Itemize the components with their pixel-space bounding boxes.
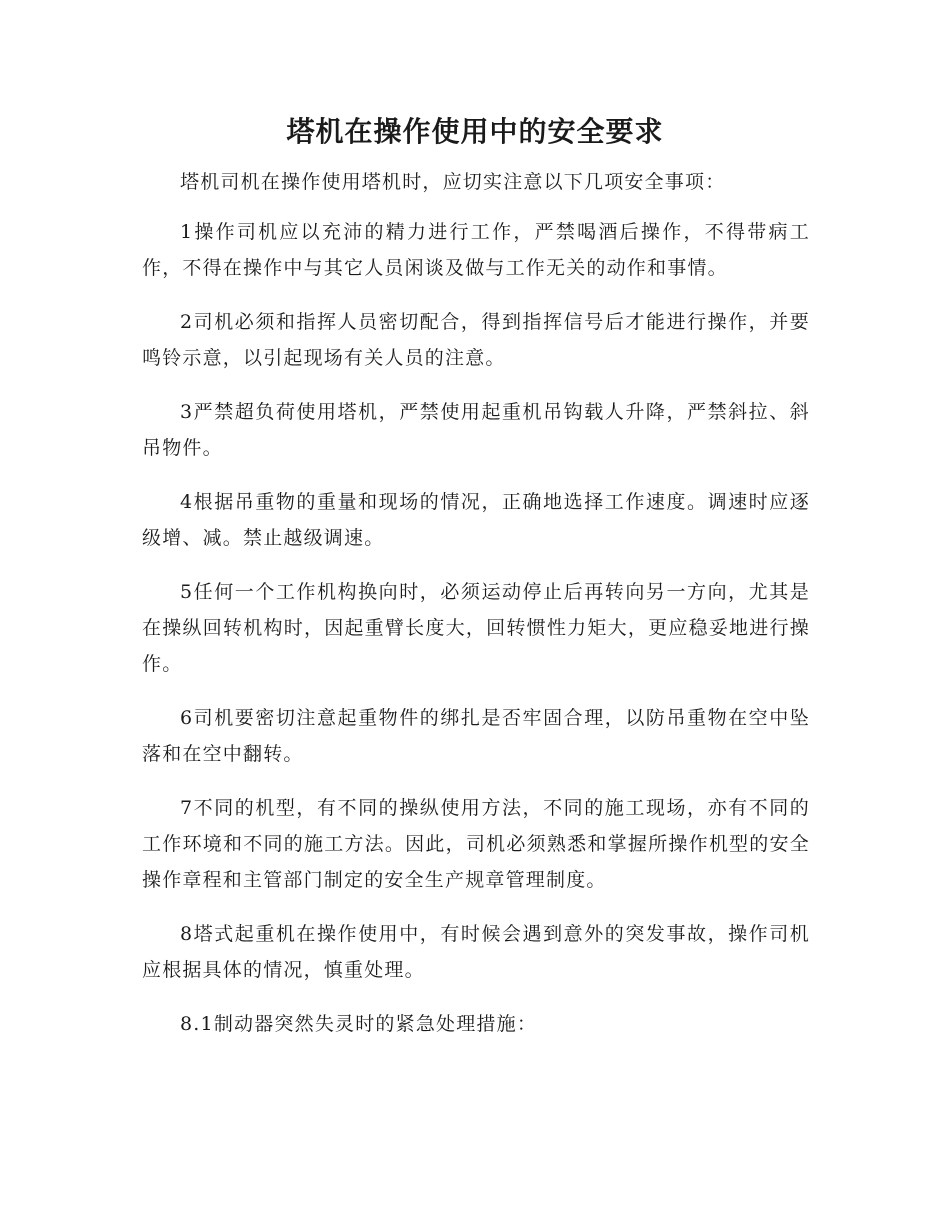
paragraph-item-7: 7不同的机型，有不同的操纵使用方法，不同的施工现场，亦有不同的工作环境和不同的施工方法。因此，司机必须熟悉和掌握所操作机型的安全操作章程和主管部门制定的安全生产规章管理制度。 (142, 797, 810, 891)
paragraph-item-2: 2司机必须和指挥人员密切配合，得到指挥信号后才能进行操作，并要鸣铃示意，以引起现场有关人员的注意。 (142, 311, 810, 369)
document-body (142, 164, 810, 1060)
paragraph-item-6: 6司机要密切注意起重物件的绑扎是否牢固合理，以防吊重物在空中坠落和在空中翻转。 (142, 707, 810, 765)
paragraph-item-4: 4根据吊重物的重量和现场的情况，正确地选择工作速度。调速时应逐级增、减。禁止越级调速。 (142, 491, 810, 549)
intro-paragraph: 塔机司机在操作使用塔机时，应切实注意以下几项安全事项： (180, 171, 726, 193)
paragraph-item-8: 8塔式起重机在操作使用中，有时候会遇到意外的突发事故，操作司机应根据具体的情况，慎重处理。 (142, 923, 810, 981)
paragraph-item-1: 1操作司机应以充沛的精力进行工作，严禁喝酒后操作，不得带病工作，不得在操作中与其它人员闲谈及做与工作无关的动作和事情。 (142, 221, 810, 279)
document-title: 塔机在操作使用中的安全要求 (286, 115, 664, 148)
paragraph-item-8-1: 8.1制动器突然失灵时的紧急处理措施： (180, 1013, 538, 1035)
paragraph-item-5: 5任何一个工作机构换向时，必须运动停止后再转向另一方向，尤其是在操纵回转机构时，因起重臂长度大，回转惯性力矩大，更应稳妥地进行操作。 (142, 581, 810, 675)
paragraph-item-3: 3严禁超负荷使用塔机，严禁使用起重机吊钩载人升降，严禁斜拉、斜吊物件。 (142, 401, 810, 459)
